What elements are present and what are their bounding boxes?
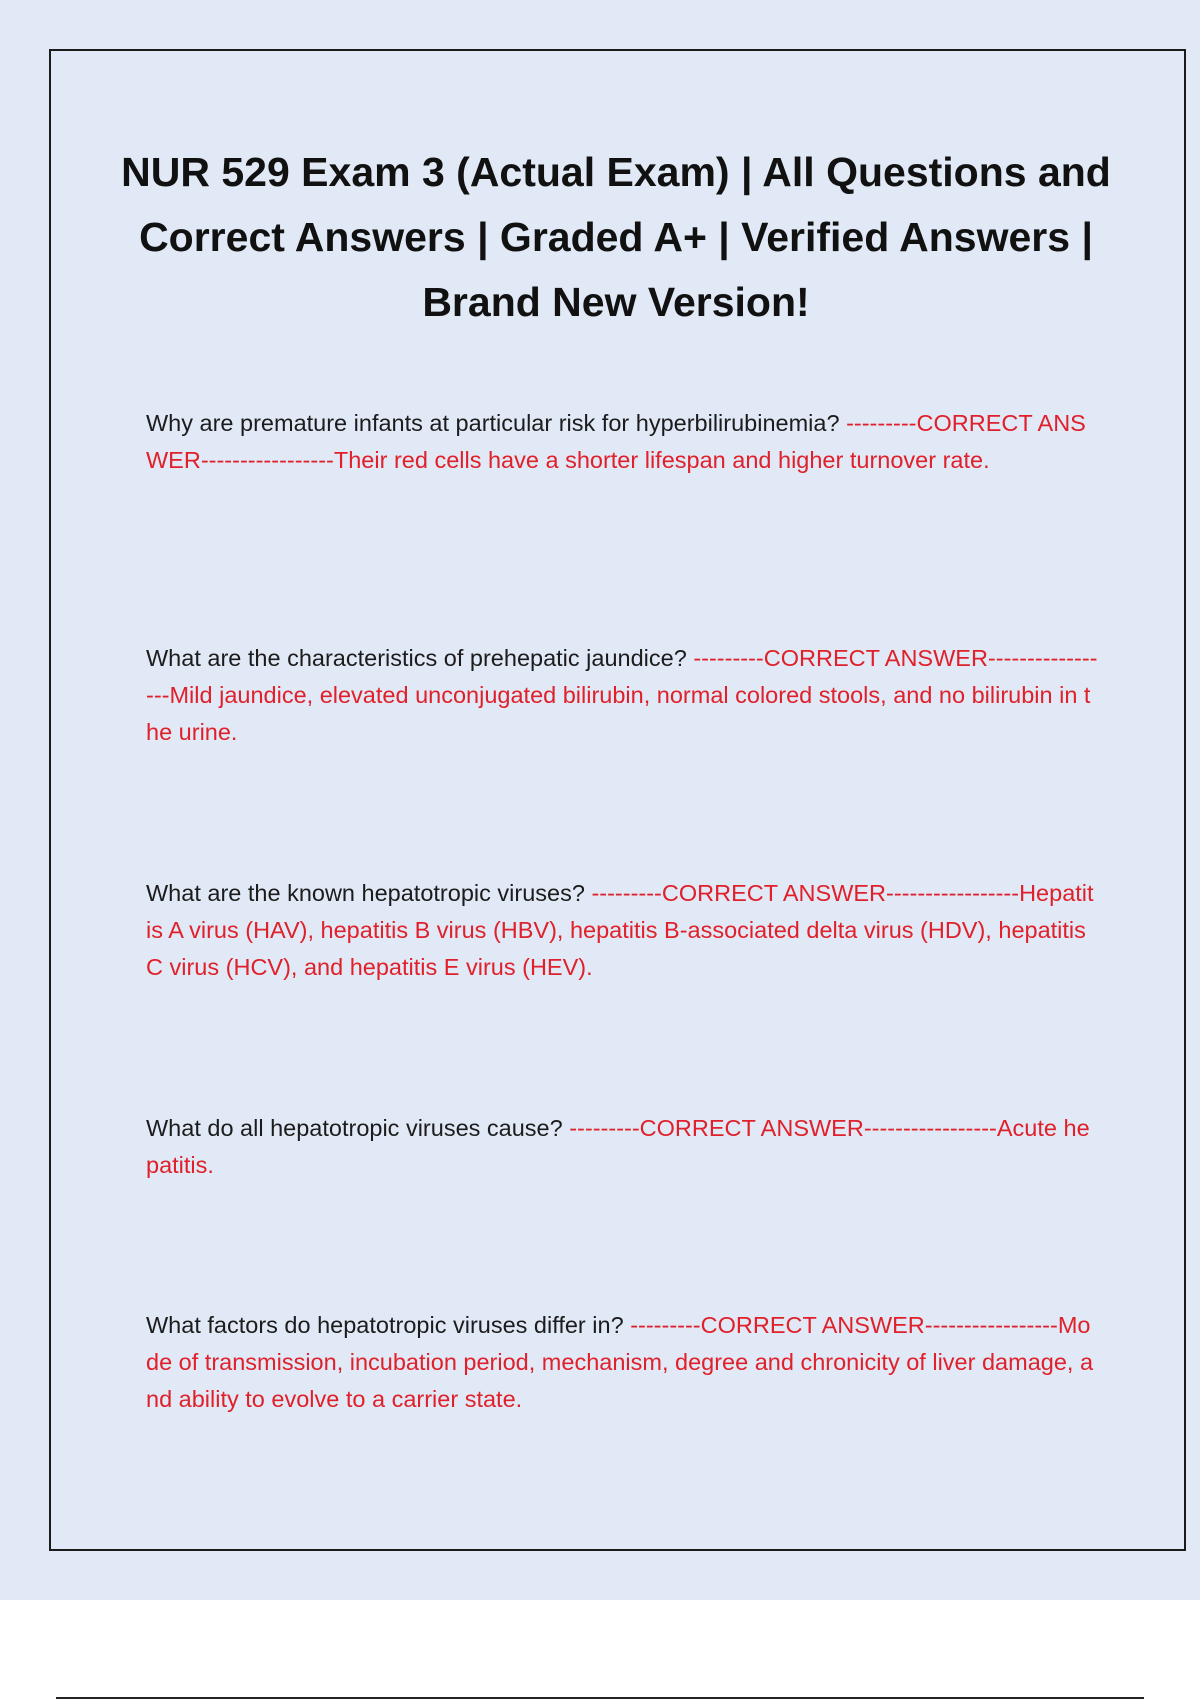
separator: --------- xyxy=(846,410,917,436)
separator: ----------------- xyxy=(886,880,1020,906)
correct-answer-label: CORRECT ANSWER xyxy=(700,1312,925,1338)
answer-text: Their red cells have a shorter lifespan and higher turnover rate. xyxy=(333,447,990,473)
qa-item xyxy=(146,875,1098,986)
qa-item xyxy=(146,1110,1098,1184)
correct-answer-label: CORRECT ANSWER xyxy=(639,1115,864,1141)
separator: --------- xyxy=(591,880,662,906)
separator: ----------------- xyxy=(924,1312,1058,1338)
qa-item xyxy=(146,640,1098,751)
document-title: NUR 529 Exam 3 (Actual Exam) | All Questions and Correct Answers | Graded A+ | Verified Answers | Brand New Version! xyxy=(121,149,1111,325)
question-text: What do all hepatotropic viruses cause? xyxy=(146,1115,563,1141)
separator: --------- xyxy=(569,1115,640,1141)
separator: ----------------- xyxy=(146,645,1098,708)
answer-text: Acute hepatitis. xyxy=(146,1115,1090,1178)
answer-text: Mode of transmission, incubation period, mechanism, degree and chronicity of liver damage, and ability to evolve to a carrier state. xyxy=(146,1312,1094,1412)
question-text: What are the known hepatotropic viruses? xyxy=(146,880,585,906)
question-text: Why are premature infants at particular risk for hyperbilirubinemia? xyxy=(146,410,840,436)
correct-answer-label: CORRECT ANSWER xyxy=(763,645,988,671)
answer-text: Mild jaundice, elevated unconjugated bilirubin, normal colored stools, and no bilirubin in the urine. xyxy=(146,682,1091,745)
correct-answer-label: CORRECT ANSWER xyxy=(661,880,887,906)
question-text: What factors do hepatotropic viruses differ in? xyxy=(146,1312,624,1338)
footer-rule xyxy=(56,1697,1144,1699)
qa-item xyxy=(146,1307,1098,1418)
separator: ----------------- xyxy=(863,1115,997,1141)
correct-answer-label: CORRECT ANSWER xyxy=(146,410,1086,473)
question-text: What are the characteristics of prehepatic jaundice? xyxy=(146,645,687,671)
separator: --------- xyxy=(693,645,764,671)
answer-text: Hepatitis A virus (HAV), hepatitis B virus (HBV), hepatitis B-associated delta virus (HDV), hepatitis C virus (HCV), and hepatitis E virus (HEV). xyxy=(146,880,1094,980)
separator: ----------------- xyxy=(200,447,334,473)
qa-item xyxy=(146,405,1098,479)
separator: --------- xyxy=(630,1312,701,1338)
